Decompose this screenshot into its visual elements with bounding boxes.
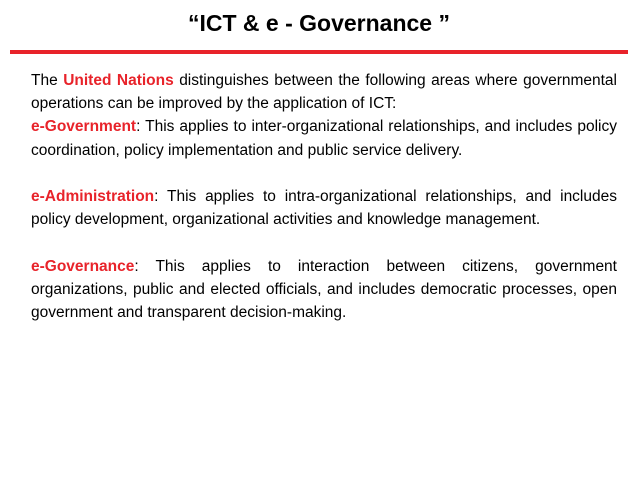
intro-text: distinguishes between the following areas where governmental operations can be improved by the application of ICT:	[31, 72, 617, 113]
intro-prefix: The	[31, 72, 64, 89]
e-governance-paragraph	[31, 255, 617, 325]
slide-body	[31, 69, 617, 324]
e-governance-term: e-Governance	[31, 257, 135, 275]
e-government-paragraph	[31, 115, 617, 161]
e-government-text: : This applies to inter-organizational relationships, and includes policy coordination, policy implementation and public service delivery.	[31, 118, 617, 159]
united-nations-highlight: United Nations	[63, 72, 174, 89]
e-government-term: e-Government	[31, 118, 137, 136]
slide-title: “ICT & e - Governance ”	[187, 10, 450, 36]
intro-paragraph	[31, 69, 617, 115]
paragraph-spacer	[31, 231, 617, 254]
e-administration-text: : This applies to intra-organizational relationships, and includes policy development, organizational activities and knowledge management.	[31, 188, 617, 229]
e-administration-term: e-Administration	[31, 188, 155, 205]
e-administration-paragraph	[31, 185, 617, 231]
e-governance-text: : This applies to interaction between citizens, government organizations, public and elected officials, and includes democratic processes, open government and transparent decision-making.	[31, 257, 617, 321]
paragraph-spacer	[31, 162, 617, 185]
title-divider	[10, 50, 628, 54]
